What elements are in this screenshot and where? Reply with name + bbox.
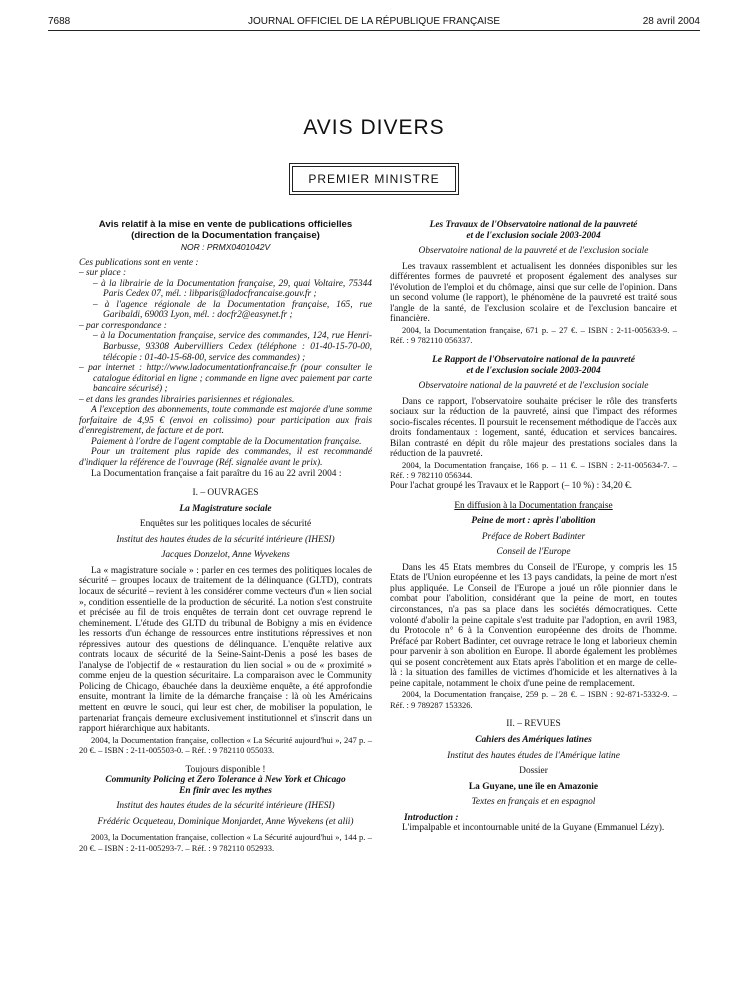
parution-text: La Documentation française a fait paraître du 16 au 22 avril 2004 :: [91, 468, 342, 479]
right-column: [390, 220, 677, 834]
magistrature-authors: Jacques Donzelot, Anne Wyvekens: [161, 550, 290, 561]
cahiers-institute: Institut des hautes études de l'Amérique latine: [447, 750, 620, 761]
achat-groupe: Pour l'achat groupé les Travaux et le Rapport (– 10 %) : 34,20 €.: [390, 481, 633, 492]
page-number: 7688: [48, 16, 71, 27]
service-commandes-address: – à la Documentation française, service des commandes, 124, rue Henri-Barbusse, 93308 Aubervilliers Cedex (téléphone : 01-40-15-70-00, télécopie : 01-40-15-68-00, service des commandes) ;: [93, 331, 372, 363]
publication-date: 28 avril 2004: [642, 16, 700, 27]
sur-place-label: – sur place :: [79, 268, 127, 279]
travaux-body: Les travaux rassemblent et actualisent les données disponibles sur les différentes formes de pauvreté et proposent également des analyses sur l'évolution de l'emploi et du chômage, ainsi que sur celle de l'opinion. Dans un second volume (le rapport), le phénomène de la pauvreté est traité sous l'angle de la santé, de l'exclusion scolaire et de l'exclusion bancaire et financière.: [390, 261, 677, 325]
correspondance-label: – par correspondance :: [79, 320, 167, 331]
introduction-text: L'impalpable et incontournable unité de la Guyane (Emmanuel Lézy).: [402, 823, 665, 834]
peine-de-mort-body: Dans les 45 Etats membres du Conseil de l'Europe, y compris les 15 Etats de l'Union européenne et les 13 pays candidats, la peine de mort n'est plus appliquée. Le Conseil de l'Europe a joué un rôle pionnier dans le combat pour l'abolition, considérant que la peine de mort, en toutes circonstances, n'a pas sa place dans les sociétés démocratiques. Cette volonté d'abolir la peine capitale s'est traduite par l'adoption, en avril 1983, du Protocole n° 6 à la Convention européenne des droits de l'homme. Préfacé par Robert Badinter, cet ouvrage retrace le long et laborieux chemin pour parvenir à son abolition en Europe. Il aborde également les problèmes qui se posent concrètement aux Etats après l'abolition et en marge de celle-là : la situation des familles de victimes d'homicide et les alternatives à la peine capitale, notamment le choix d'une peine de remplacement.: [390, 562, 677, 689]
community-policing-authors: Frédéric Ocqueteau, Dominique Monjardet, Anne Wyvekens (et alii): [97, 816, 354, 827]
librairies-text: – et dans les grandes librairies parisiennes et régionales.: [79, 394, 295, 405]
dossier-label: Dossier: [519, 766, 548, 777]
left-column: [79, 220, 372, 854]
rapport-reference: 2004, la Documentation française, 166 p. – 11 €. – ISBN : 2-11-005634-7. – Réf. : 9 782110 056344.: [390, 459, 677, 481]
diffusion-heading: En diffusion à la Documentation française: [454, 500, 613, 511]
internet-ordering: – par internet : http://www.ladocumentationfrancaise.fr (pour consulter le catalogue éditorial en ligne ; commande en ligne avec paiement par carte bancaire sécurisé) ;: [79, 363, 372, 395]
peine-de-mort-publisher: Conseil de l'Europe: [496, 547, 571, 558]
magistrature-subtitle: Enquêtes sur les politiques locales de sécurité: [139, 519, 312, 530]
abonnements-text: A l'exception des abonnements, toute commande est majorée d'une somme forfaitaire de 4,95 € (envoi en colissimo) pour participation aux frais d'enregistrement, de facture et de port.: [79, 405, 372, 437]
magistrature-reference: 2004, la Documentation française, collection « La Sécurité aujourd'hui », 247 p. – 20 €. – ISBN : 2-11-005503-0. – Réf. : 9 782110 055033.: [79, 734, 372, 756]
community-policing-title: Community Policing et Zero Tolerance à New York et Chicago En finir avec les mythes: [105, 775, 346, 796]
revues-heading: II. – REVUES: [506, 719, 561, 730]
magistrature-title: La Magistrature sociale: [179, 503, 272, 514]
travaux-reference: 2004, la Documentation française, 671 p. – 27 €. – ISBN : 2-11-005633-9. – Réf. : 9 782110 056337.: [390, 324, 677, 346]
travaux-title: Les Travaux de l'Observatoire national de la pauvreté et de l'exclusion sociale 2003-2004: [429, 220, 638, 241]
peine-de-mort-reference: 2004, la Documentation française, 259 p. – 28 €. – ISBN : 92-871-5332-9. – Réf. : 9 789287 153326.: [390, 689, 677, 710]
rapport-author: Observatoire national de la pauvreté et de l'exclusion sociale: [418, 381, 649, 392]
introduction-label: Introduction :: [404, 812, 459, 823]
community-policing-reference: 2003, la Documentation française, collection « La Sécurité aujourd'hui », 144 p. – 20 €. – ISBN : 2-11-005293-7. – Réf. : 9 782110 052933.: [79, 832, 372, 853]
intro-text: Ces publications sont en vente :: [79, 257, 199, 268]
nor-reference: NOR : PRMX0401042V: [180, 242, 271, 253]
travaux-author: Observatoire national de la pauvreté et de l'exclusion sociale: [418, 246, 649, 257]
header-rule: [48, 30, 700, 31]
peine-de-mort-title: Peine de mort : après l'abolition: [471, 516, 596, 527]
agence-address: – à l'agence régionale de la Documentation française, 165, rue Garibaldi, 69003 Lyon, mél. : docfr2@easynet.fr ;: [93, 299, 372, 321]
ministry-heading: PREMIER MINISTRE: [292, 166, 456, 192]
traitement-text: Pour un traitement plus rapide des commandes, il est recommandé d'indiquer la référence de l'ouvrage (Réf. signalée avant le prix).: [79, 447, 372, 469]
magistrature-institute: Institut des hautes études de la sécurité intérieure (IHESI): [116, 534, 335, 545]
rapport-body: Dans ce rapport, l'observatoire souhaite préciser le rôle des transferts sociaux sur la réduction de la pauvreté, ainsi que l'impact des réformes socio-fiscales récentes. Il poursuit le recensement méthodique de l'accès aux droits fondamentaux : logement, santé, éducation et services bancaires. Bilan contrasté en dépit du rôle majeur des prestations sociales dans la réduction de la pauvreté.: [390, 396, 677, 460]
guyane-title: La Guyane, une île en Amazonie: [468, 781, 599, 792]
paiement-text: Paiement à l'ordre de l'agent comptable de la Documentation française.: [91, 436, 362, 447]
peine-de-mort-preface: Préface de Robert Badinter: [481, 531, 586, 542]
cahiers-title: Cahiers des Amériques latines: [475, 734, 592, 745]
magistrature-body: La « magistrature sociale » : parler en ces termes des politiques locales de sécurité – groupes locaux de traitement de la délinquance (GLTD), contrats locaux de sécurité – revient à les considérer comme vecteurs d'un « lien social », condition essentielle de la production de sécurité. La notion s'est construite et précisée au fil de trois enquêtes de terrain dont cet ouvrage reprend le cheminement. L'étude des GLTD du tribunal de Bobigny a mis en évidence les ressorts d'un échange de ressources entre institutions répressives et non répressives autour des questions de délinquance. L'enquête relative aux contrats locaux de sécurité de la Seine-Saint-Denis a posé les bases de l'analyse de l'objectif de « restauration du lien social » ou de « proximité » comme enjeu de la question sécuritaire. La comparaison avec le Community Policing de Chicago, ébauchée dans la deuxième enquête, a été approfondie ensuite, montrant la limite de la démarche française : là où les Américains mettent en œuvre le souci, qui leur est cher, de mobiliser la population, le partenariat français demeure exclusivement institutionnel et s'inscrit dans un rapport hiérarchique aux habitants.: [79, 565, 372, 735]
journal-title: JOURNAL OFFICIEL DE LA RÉPUBLIQUE FRANÇAISE: [247, 16, 501, 27]
section-title: AVIS DIVERS: [303, 116, 445, 139]
librairie-address: – à la librairie de la Documentation française, 29, quai Voltaire, 75344 Paris Cedex 07, mél. : libparis@ladocfrancaise.gouv.fr ;: [93, 278, 372, 300]
toujours-disponible: Toujours disponible !: [185, 764, 266, 775]
notice-title: Avis relatif à la mise en vente de publications officielles (direction de la Documentation française): [98, 219, 353, 241]
community-policing-institute: Institut des hautes études de la sécurité intérieure (IHESI): [116, 801, 335, 812]
langues-text: Textes en français et en espagnol: [471, 797, 596, 808]
ouvrages-heading: I. – OUVRAGES: [192, 488, 259, 499]
rapport-title: Le Rapport de l'Observatoire national de la pauvreté et de l'exclusion sociale 2003-2004: [432, 355, 635, 376]
